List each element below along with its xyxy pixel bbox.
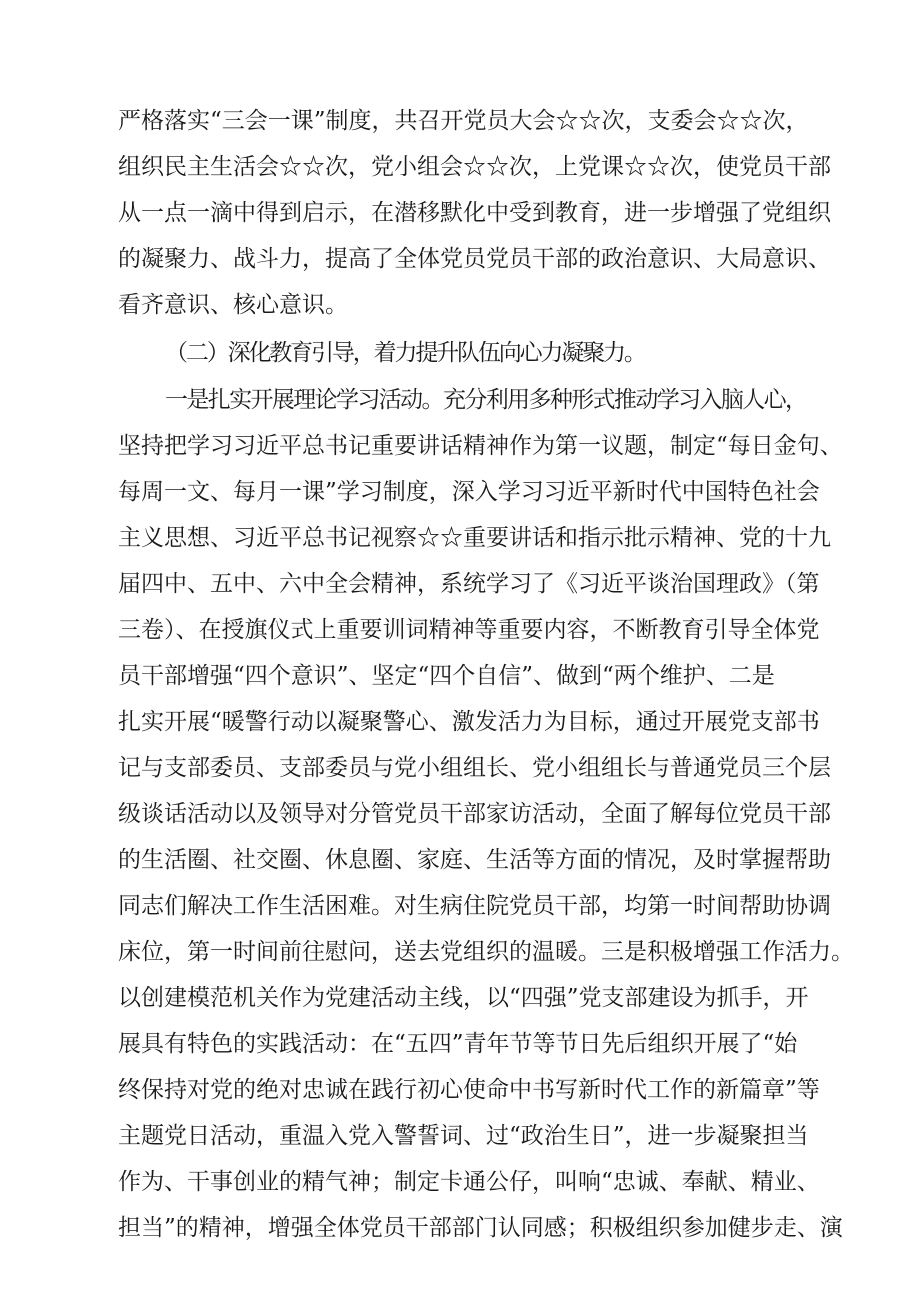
text-line: 三卷）、在授旗仪式上重要训词精神等重要内容，不断教育引导全体党: [118, 617, 820, 643]
text-line: 坚持把学习习近平总书记重要讲话精神作为第一议题，制定“每日金句、: [118, 433, 843, 459]
text-line: 级谈话活动以及领导对分管党员干部家访活动，全面了解每位党员干部: [118, 801, 831, 827]
text-line: 看齐意识、核心意识。: [118, 292, 348, 318]
text-line: 扎实开展“暖警行动以凝聚警心、激发活力为目标，通过开展党支部书: [118, 709, 820, 735]
text-line: 展具有特色的实践活动：在“五四”青年节等节日先后组织开展了“始: [118, 1031, 798, 1057]
text-line: 作为、干事创业的精气神；制定卡通公仔，叫响“忠诚、奉献、精业、: [118, 1169, 820, 1195]
text-line: 的凝聚力、战斗力，提高了全体党员党员干部的政治意识、大局意识、: [118, 246, 831, 272]
text-line: 主题党日活动，重温入党入警誓词、过“政治生日”，进一步凝聚担当: [118, 1123, 809, 1149]
text-line: 担当”的精神，增强全体党员干部部门认同感；积极组织参加健步走、演: [118, 1215, 843, 1241]
paragraph-first-line: 一是扎实开展理论学习活动。充分利用多种形式推动学习入脑人心，: [165, 387, 807, 413]
text-line: 组织民主生活会☆☆次，党小组会☆☆次，上党课☆☆次，使党员干部: [118, 154, 831, 180]
text-line: 终保持对党的绝对忠诚在践行初心使命中书写新时代工作的新篇章”等: [118, 1077, 820, 1103]
text-line: 记与支部委员、支部委员与党小组组长、党小组组长与普通党员三个层: [118, 755, 831, 781]
text-line: 届四中、五中、六中全会精神，系统学习了《习近平谈治国理政》（第: [118, 571, 820, 597]
text-line: 员干部增强“四个意识”、坚定“四个自信”、做到“两个维护、二是: [118, 663, 775, 689]
section-heading: （二）深化教育引导，着力提升队伍向心力凝聚力。: [165, 340, 645, 366]
text-line: 每周一文、每月一课”学习制度，深入学习习近平新时代中国特色社会: [118, 479, 820, 505]
text-line: 主义思想、习近平总书记视察☆☆重要讲话和指示批示精神、党的十九: [118, 525, 831, 551]
text-line: 从一点一滴中得到启示，在潜移默化中受到教育，进一步增强了党组织: [118, 200, 831, 226]
text-line: 严格落实“三会一课”制度，共召开党员大会☆☆次，支委会☆☆次，: [118, 108, 809, 134]
text-line: 以创建模范机关作为党建活动主线，以“四强”党支部建设为抓手，开: [118, 985, 809, 1011]
text-line: 同志们解决工作生活困难。对生病住院党员干部，均第一时间帮助协调: [118, 893, 831, 919]
text-line: 的生活圈、社交圈、休息圈、家庭、生活等方面的情况，及时掌握帮助: [118, 847, 831, 873]
text-line: 床位，第一时间前往慰问，送去党组织的温暖。三是积极增强工作活力。: [118, 939, 854, 965]
